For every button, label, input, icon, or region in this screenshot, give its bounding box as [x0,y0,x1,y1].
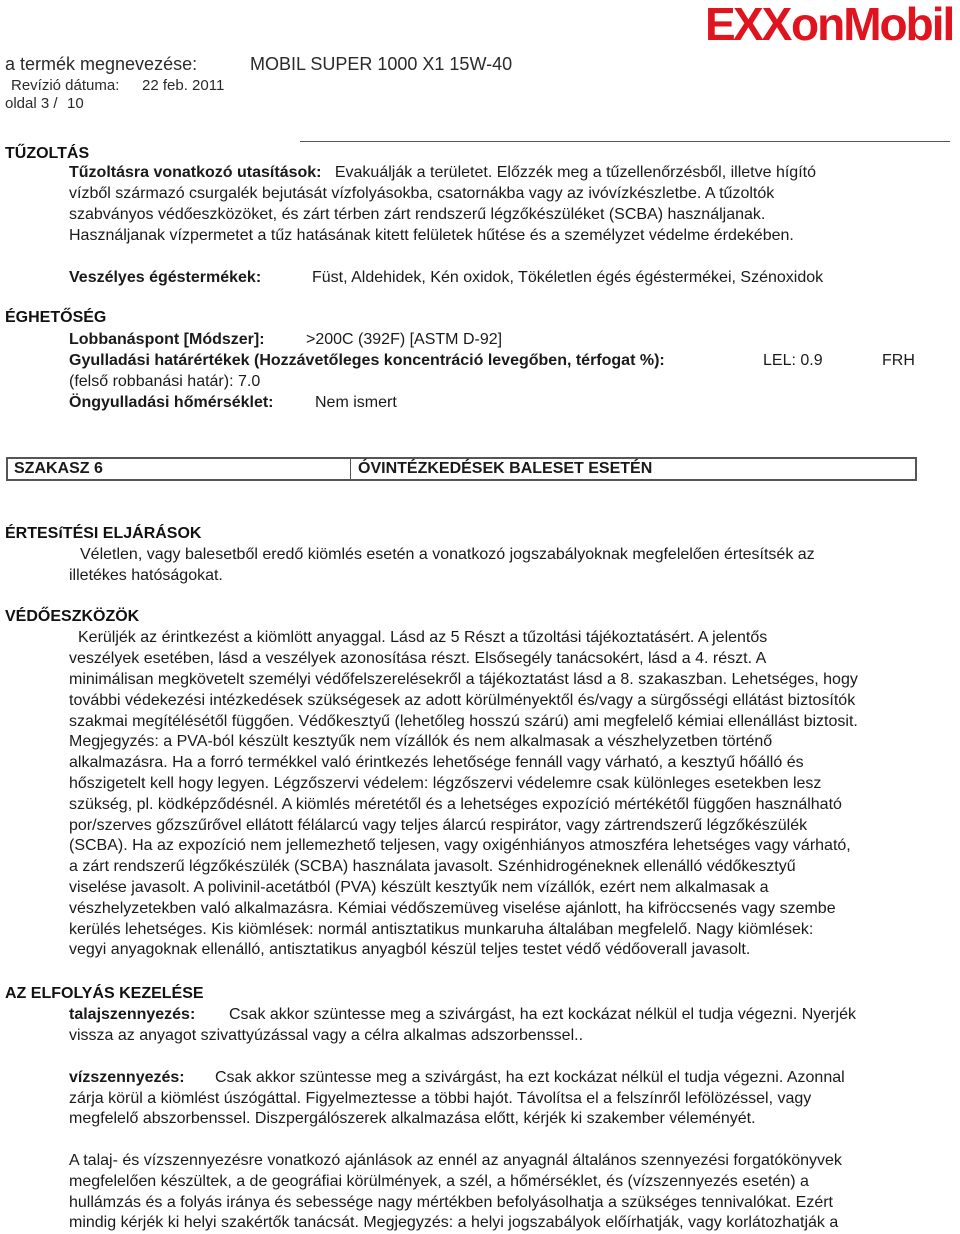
protective-line-5: Megjegyzés: a PVA-ból készült kesztyűk nem vízállók és nem alkalmasak a vészhelyzetben történő [69,733,773,750]
fire-instr-line-0 [69,163,816,184]
protective-line-11: a zárt rendszerű légzőkészülék (SCBA) használata javasolt. Szénhidrogéneknek ellenálló védőkesztyű [69,858,796,875]
svg-text:E: E [705,0,734,50]
logo-graphic [705,0,960,50]
protective-heading: VÉDŐESZKÖZÖK [5,608,140,625]
page-total: 10 [67,95,84,112]
recommendation-line-2: hullámzás és a folyás iránya és sebessége nagy mértékben befolyásolhatja a szükséges tennivalókat. Ezért [69,1194,833,1211]
flammable-limits-label: Gyulladási határértékek (Hozzávetőleges koncentráció levegőben, térfogat %): [69,352,665,369]
protective-line-8: szükség, pl. ködképződésnél. A kiömlés méretétől és a lehetséges expozíció mértékétől függően használható [69,796,842,813]
flash-point-label: Lobbanáspont [Módszer]: [69,331,265,348]
protective-line-1: veszélyek esetében, lásd a veszélyek azonosítása részt. Elsősegély tanácsokért, lásd a 4. részt. A [69,650,767,667]
protective-line-7: hőszigetelt kell hogy legyen. Légzőszervi védelem: légzőszervi védelemre csak különleges esetekben lesz [69,775,822,792]
protective-line-10: (SCBA). Ha az expozíció nem jellemezhető teljesen, vagy oxigénhiányos atmoszféra lehetséges vagy várható, [69,837,851,854]
fire-instr-line-1: vízből származó csurgalék bejutását vízfolyásokba, csatornákba vagy az ivóvízkészletbe. A tűzoltók [69,185,775,202]
protective-line-9: por/szerves gőzszűrővel ellátott félálarcú vagy teljes álarcú respirátor, vagy zártrendszerű légzőkészülék [69,817,808,834]
hazard-products-value: Füst, Aldehidek, Kén oxidok, Tökéletlen égés égéstermékei, Szénoxidok [312,269,824,286]
spill-heading: AZ ELFOLYÁS KEZELÉSE [5,985,204,1002]
water-spill-line-1: zárja körül a kiömlést úszógáttal. Figyelmeztesse a többi hajót. Távolítsa el a felszínről lefölözéssel, vagy [69,1090,812,1107]
product-name: MOBIL SUPER 1000 X1 15W-40 [250,54,513,74]
lel-value: LEL: 0.9 [763,352,823,369]
product-name-label: a termék megnevezése: [5,54,198,74]
section-6-box [6,457,917,481]
land-spill-label: talajszennyezés: [69,1006,196,1023]
protective-line-12: viselése javasolt. A polivinil-acetátból (PVA) készült kesztyűk nem vízállók, ezért nem alkalmasak a [69,879,769,896]
exxonmobil-logo [705,0,960,50]
protective-line-3: további védekezési intézkedések szükségesek az adott körülményektől és/vagy a sürgősségi ellátást biztosítók [69,692,856,709]
protective-line-0: Kerüljék az érintkezést a kiömlött anyaggal. Lásd az 5 Részt a tűzoltási tájékoztatásért. A jelentős [78,629,768,646]
notification-line-0: Véletlen, vagy balesetből eredő kiömlés esetén a vonatkozó jogszabályoknak megfelelően értesítsék az [80,546,815,563]
protective-line-15: vegyi anyagoknak ellenálló, antisztatikus anyagból készül teljes testet védő védőoverall javasolt. [69,941,751,958]
autoignition-label: Öngyulladási hőmérséklet: [69,394,274,411]
recommendation-line-1: megfelelően készültek, a de geográfiai körülmények, a szél, a hőmérséklet, és (vízszennyezés esetén) a [69,1173,809,1190]
protective-line-4: szakmai megítélésétől függően. Védőkesztyű (lehetőleg hosszú szárú) ami megfelelő kémiai ellenállást biztosit. [69,713,858,730]
section-divider [350,459,351,479]
hazard-products-label: Veszélyes égéstermékek: [69,269,262,286]
flammability-heading: ÉGHETŐSÉG [5,309,107,326]
fire-instr-label: Tűzoltásra vonatkozó utasítások: [69,164,322,181]
fire-instr-text-0: Evakuálják a területet. Előzzék meg a tűzellenőrzésből, illetve hígító [334,164,816,181]
revision-date: 22 feb. 2011 [142,77,225,94]
notification-line-1: illetékes hatóságokat. [69,567,223,584]
water-spill-line-0: Csak akkor szüntesse meg a szivárgást, ha ezt kockázat nélkül el tudja végezni. Azonnal [215,1069,845,1086]
fire-heading: TŰZOLTÁS [5,145,90,162]
recommendation-line-0: A talaj- és vízszennyezésre vonatkozó ajánlások az ennél az anyagnál általános szennyezési forgatókönyvek [69,1152,842,1169]
fire-instr-line-3: Használjanak vízpermetet a tűz hatásának kitett felületek hűtése és a személyzet védelme érdekében. [69,227,794,244]
notification-heading: ÉRTESíTÉSI ELJÁRÁSOK [5,525,202,542]
recommendation-line-3: mindig kérjék ki helyi szakértők tanácsát. Megjegyzés: a helyi jogszabályok előírhatják, vagy korlátozhatják a [69,1214,839,1231]
protective-line-13: vészhelyzetekben való alkalmazásra. Kémiai védőszemüveg viselése ajánlott, ha kifröccsenés vagy szembe [69,900,836,917]
header-rule [300,141,950,142]
page-number-label: oldal 3 / [5,95,58,112]
frh-label: FRH [882,352,915,369]
water-spill-label: vízszennyezés: [69,1069,185,1086]
autoignition-value: Nem ismert [315,394,397,411]
section-number: SZAKASZ 6 [14,460,103,477]
svg-text:onMobil: onMobil [791,0,954,50]
water-spill-line-2: megfelelő abszorbenssel. Diszpergálószerek alkalmazása előtt, kérjék ki szakember véleményét. [69,1110,756,1127]
revision-date-label: Revízió dátuma: [11,77,120,94]
flash-point-value: >200C (392F) [ASTM D-92] [306,331,503,348]
protective-line-2: minimálisan megkövetelt személyi védőfelszerelésekről a tájékoztatást lásd a 8. szakaszban. Lehetséges, hogy [69,671,858,688]
protective-line-6: alkalmazásra. Ha a forró termékkel való érintkezés lehetősége fennáll vagy várható, a kesztyű hőálló és [69,754,804,771]
svg-text:XX: XX [733,0,791,50]
land-spill-line-0: Csak akkor szüntesse meg a szivárgást, ha ezt kockázat nélkül el tudja végezni. Nyerjék [229,1006,856,1023]
upper-limit: (felső robbanási határ): 7.0 [69,373,261,390]
protective-line-14: kerülés lehetséges. Kis kiömlések: normál antisztatikus munkaruha általában megfelelő. Nagy kiömlések: [69,921,814,938]
fire-instr-line-2: szabványos védőeszközöket, és zárt térben zárt rendszerű légzőkészüléket (SCBA) használjanak. [69,206,766,223]
section-title: ÓVINTÉZKEDÉSEK BALESET ESETÉN [358,460,653,477]
land-spill-line-1: vissza az anyagot szivattyúzással vagy a célra alkalmas adszorbenssel.. [69,1027,584,1044]
